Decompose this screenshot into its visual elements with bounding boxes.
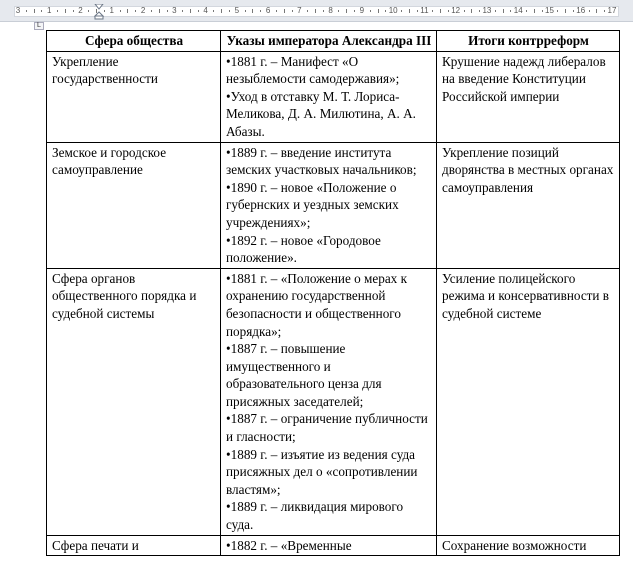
decree-item: • 1887 г. – ограничение публичности и гласности; (226, 410, 432, 445)
table-header-row (47, 31, 620, 52)
ruler-tick (448, 10, 449, 12)
result-cell: Сохранение возможности (437, 535, 620, 556)
tab-selector-icon[interactable]: L (34, 22, 44, 30)
ruler-number: 12 (451, 6, 461, 15)
decree-item: • 1881 г. – Манифест «О незыблемости самодержавия»; (226, 53, 432, 88)
reforms-table (46, 30, 620, 556)
ruler-number: 5 (234, 6, 240, 15)
ruler-tick (292, 10, 293, 12)
ruler-tick (127, 9, 128, 13)
ruler-tick (440, 9, 441, 13)
decree-item: • 1889 г. – изъятие из ведения суда присяжных дел о «сопротивлении властям»; (226, 446, 432, 499)
ruler-number: 13 (482, 6, 492, 15)
ruler-tick (88, 10, 89, 12)
horizontal-ruler[interactable] (0, 0, 633, 22)
ruler-tick (596, 9, 597, 13)
result-cell: Укрепление позиций дворянства в местных органах самоуправления (437, 142, 620, 268)
ruler-number: 16 (576, 6, 586, 15)
ruler-number: 11 (420, 6, 429, 15)
ruler-tick (378, 9, 379, 13)
ruler-tick (221, 9, 222, 13)
ruler-tick (135, 10, 136, 12)
ruler-tick (471, 9, 472, 13)
ruler-tick (370, 10, 371, 12)
ruler-number: 14 (513, 6, 523, 15)
ruler-tick (323, 10, 324, 12)
ruler-number: 9 (359, 6, 365, 15)
decree-item: • 1889 г. – ликвидация мирового суда. (226, 498, 432, 533)
ruler-tick (182, 10, 183, 12)
table-row (47, 142, 620, 268)
ruler-tick (346, 9, 347, 13)
ruler-tick (73, 10, 74, 12)
ruler-tick (65, 9, 66, 13)
ruler-number: 8 (328, 6, 333, 15)
ruler-tick (589, 10, 590, 12)
ruler-tick (34, 9, 35, 13)
ruler-tick (159, 9, 160, 13)
sphere-cell: Укрепление государственности (47, 51, 221, 142)
ruler-number: 7 (297, 6, 302, 15)
ruler-tick (503, 9, 504, 13)
ruler-tick (190, 9, 191, 13)
decree-item: • Уход в отставку М. Т. Лориса-Меликова, Д. А. Милютина, А. А. Абазы. (226, 88, 432, 141)
table-row (47, 51, 620, 142)
decrees-cell (221, 268, 437, 535)
ruler-number: 15 (545, 6, 554, 15)
ruler-tick (510, 10, 511, 12)
ruler-tick (573, 10, 574, 12)
ruler-tick (120, 10, 121, 12)
sphere-cell: Земское и городское самоуправление (47, 142, 221, 268)
ruler-tick (213, 10, 214, 12)
ruler-tick (526, 10, 527, 12)
ruler-tick (151, 10, 152, 12)
ruler-tick (104, 10, 105, 12)
result-cell: Усиление полицейского режима и консервативности в судебной системе (437, 268, 620, 535)
decree-item: • 1889 г. – введение института земских участковых начальников; (226, 144, 432, 179)
ruler-tick (198, 10, 199, 12)
header-results: Итоги контрреформ (437, 31, 620, 52)
ruler-tick (252, 9, 253, 13)
table-row (47, 268, 620, 535)
ruler-tick (284, 9, 285, 13)
header-sphere: Сфера общества (47, 31, 221, 52)
table-row (47, 535, 620, 556)
decrees-cell (221, 535, 437, 556)
sphere-cell: Сфера печати и (47, 535, 221, 556)
ruler-number: 1 (109, 6, 115, 15)
ruler-number: 3 (172, 6, 177, 15)
decrees-cell (221, 142, 437, 268)
ruler-tick (276, 10, 277, 12)
ruler-tick (307, 10, 308, 12)
ruler-tick (464, 10, 465, 12)
ruler-tick (604, 10, 605, 12)
ruler-tick (534, 9, 535, 13)
sphere-cell: Сфера органов общественного порядка и судебной системы (47, 268, 221, 535)
ruler-tick (354, 10, 355, 12)
ruler-tick (432, 10, 433, 12)
document-page (10, 22, 633, 568)
ruler-tick (401, 10, 402, 12)
ruler-tick (565, 9, 566, 13)
ruler-number: 10 (388, 6, 398, 15)
header-decrees: Указы императора Александра III (221, 31, 437, 52)
ruler-tick (260, 10, 261, 12)
ruler-tick (57, 10, 58, 12)
ruler-tick (338, 10, 339, 12)
decree-item: • 1881 г. – «Положение о мерах к охранению государственной безопасности и общественного порядка»; (226, 270, 432, 340)
ruler-tick (417, 10, 418, 12)
decree-item: • 1890 г. – новое «Положение о губернских и уездных земских учреждениях»; (226, 179, 432, 232)
ruler-number: 2 (140, 6, 146, 15)
ruler-tick (26, 10, 27, 12)
ruler-tick (167, 10, 168, 12)
ruler-number: 1 (47, 6, 52, 15)
ruler-number: 17 (607, 6, 617, 15)
ruler-tick (557, 10, 558, 12)
ruler-tick (542, 10, 543, 12)
ruler-number: 6 (265, 6, 271, 15)
decrees-cell (221, 51, 437, 142)
ruler-number: 4 (203, 6, 208, 15)
ruler-tick (96, 9, 97, 13)
decree-item: • 1892 г. – новое «Городовое положение». (226, 232, 432, 267)
ruler-number: 3 (15, 6, 21, 15)
result-cell: Крушение надежд либералов на введение Конституции Российской империи (437, 51, 620, 142)
ruler-tick (41, 10, 42, 12)
ruler-tick (479, 10, 480, 12)
ruler-tick (315, 9, 316, 13)
ruler-tick (385, 10, 386, 12)
ruler-number: 2 (78, 6, 83, 15)
ruler-tick (409, 9, 410, 13)
ruler-tick (245, 10, 246, 12)
decree-item: • 1887 г. – повышение имущественного и образовательного ценза для присяжных заседателей; (226, 340, 432, 410)
ruler-tick (229, 10, 230, 12)
decree-item: • 1882 г. – «Временные (226, 537, 432, 555)
ruler-tick (495, 10, 496, 12)
